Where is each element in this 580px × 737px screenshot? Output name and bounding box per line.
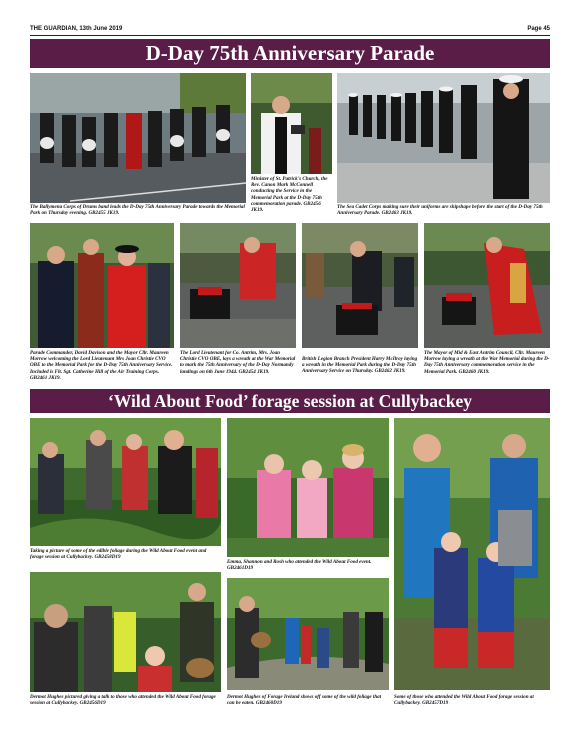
caption-drum-band: The Ballymena Corps of Drums band leads the D-Day 75th Anniversary Parade towards the Memorial Park on Thursday evening. GB2455 JK19. bbox=[30, 204, 245, 217]
masthead-page-number: Page 45 bbox=[527, 26, 550, 32]
photo-dermot-talk bbox=[30, 572, 221, 692]
photo-emma-shannon-rosh bbox=[227, 418, 389, 557]
section-banner-dday: D-Day 75th Anniversary Parade bbox=[30, 39, 550, 68]
caption-sea-cadets: The Sea Cadet Corps making sure their uniforms are shipshape before the start of the D-Day 75th Anniversary Parade. GB2463 JK19. bbox=[337, 204, 543, 217]
masthead-left: THE GUARDIAN, 13th June 2019 bbox=[30, 26, 123, 32]
photo-drum-band bbox=[30, 73, 246, 203]
photo-foliage-picture bbox=[30, 418, 221, 546]
caption-attendees-group: Some of those who attended the Wild About Food forage session at Cullybackey. GB2457D19 bbox=[394, 694, 534, 707]
caption-emma-shannon-rosh: Emma, Shannon and Rosh who attended the Wild About Food event. GB2461D19 bbox=[227, 559, 372, 572]
photo-lord-lieutenant-welcome bbox=[30, 223, 174, 348]
section-banner-wild-about-food: ‘Wild About Food’ forage session at Cullybackey bbox=[30, 389, 550, 413]
photo-dermot-foliage bbox=[227, 578, 389, 690]
photo-mayor-wreath bbox=[424, 223, 550, 348]
caption-mayor-wreath: The Mayor of Mid & East Antrim Council, Cllr. Maureen Morrow laying a wreath at the War Memorial during the D-Day 75th Anniversary commemoration service in the Memorial Park. GB2460 JK19. bbox=[424, 350, 550, 375]
photo-wreath-lord-lieutenant bbox=[180, 223, 296, 348]
caption-dermot-talk: Dermot Hughes pictured giving a talk to those who attended the Wild About Food forage session at Cullybackey. GB2456D19 bbox=[30, 694, 216, 707]
caption-british-legion-wreath: British Legion Branch President Harry McIlroy laying a wreath in the Memorial Park during the D-Day 75th Anniversary Service on Thursday. GB2462 JK19. bbox=[302, 356, 418, 375]
photo-attendees-group bbox=[394, 418, 550, 690]
caption-lord-lieutenant-welcome: Parade Commander, David Davison and the Mayor Cllr. Maureen Morrow welcoming the Lord Lieutenant Mrs Joan Christie CVO OBE to the Memorial Park for the D-Day 75th Anniversary Service. Included is Flt. Sgt. Catherine Hill of the Air Training Corps. GB2461 JK19. bbox=[30, 350, 173, 381]
caption-dermot-foliage: Dermot Hughes of Forage Ireland shows off some of the wild foliage that can be eaten. GB2460D19 bbox=[227, 694, 382, 707]
photo-minister bbox=[251, 73, 332, 174]
masthead-rule bbox=[30, 35, 550, 36]
caption-foliage-picture: Taking a picture of some of the edible foliage during the Wild About Food event and forage session at Cullybackey. GB2458D19 bbox=[30, 548, 207, 561]
photo-british-legion-wreath bbox=[302, 223, 418, 348]
photo-sea-cadets bbox=[337, 73, 550, 203]
caption-wreath-lord-lieutenant: The Lord Lieutenant for Co. Antrim, Mrs. Joan Christie CVO OBE, lays a wreath at the War Memorial to mark the 75th Anniversary of the D-Day Normandy landings on 6th June 1944. GB2454 JK19. bbox=[180, 350, 296, 375]
caption-minister: Minister of St. Patrick's Church, the Rev. Canon Mark McConnell conducting the Service in the Memorial Park at the D-Day 75th commemoration parade. GB2456 JK19. bbox=[251, 176, 328, 214]
